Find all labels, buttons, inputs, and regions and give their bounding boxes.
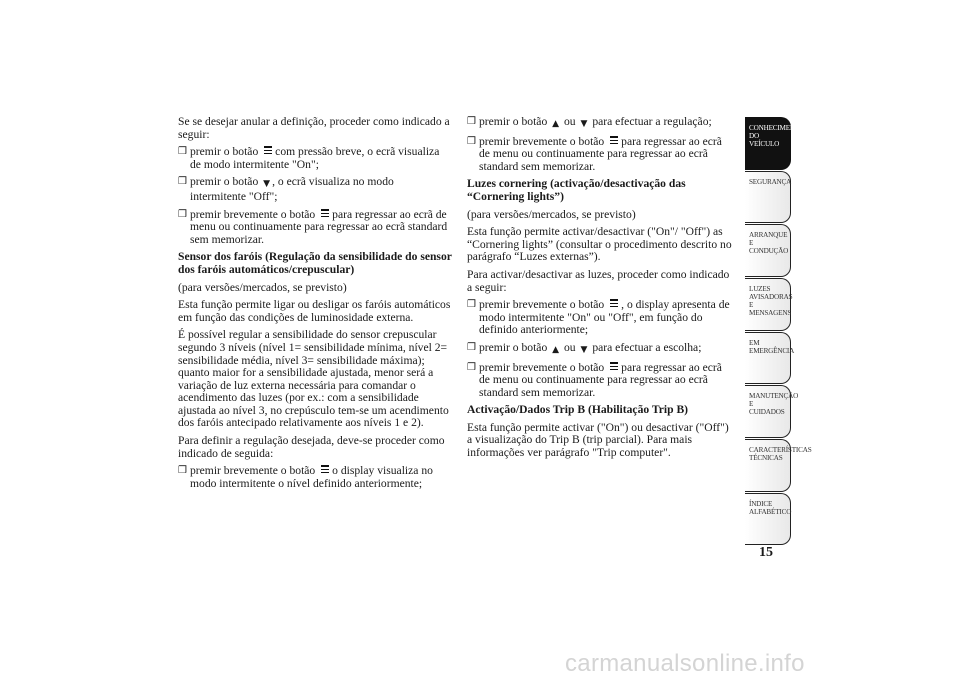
list-item (467, 362, 735, 400)
bullet-icon: ❒ (467, 116, 476, 127)
menu-button-icon (321, 465, 329, 475)
menu-button-icon (610, 136, 618, 146)
text: com pressão breve, o ecrã visualiza de modo intermitente "On"; (190, 145, 440, 171)
section-note: (para versões/mercados, se previsto) (178, 280, 347, 294)
list-item (467, 342, 735, 357)
down-arrow-icon: ▼ (580, 344, 588, 355)
paragraph: Esta função permite activar/desactivar ("On"/ "Off") as “Cornering lights” (consultar o procedimento descrito no parágrafo “Luzes externas”). (467, 225, 732, 264)
tab-label: MENSAGENS (749, 309, 792, 318)
tab-label: MANUTENÇÃO E (749, 392, 799, 409)
text: premir brevemente o botão (479, 134, 605, 148)
tab-label: DO VEÍCULO (749, 132, 780, 148)
text: para regressar ao ecrã de menu ou continuamente para regressar ao ecrã standard sem memorizar. (479, 134, 722, 173)
paragraph: Se se desejar anular a definição, proceder como indicado a seguir: (178, 115, 450, 141)
tab-label: CARACTERÍSTICAS (749, 446, 812, 455)
text: o display visualiza no modo intermitente o nível definido anteriormente; (190, 464, 433, 490)
paragraph: Para activar/desactivar as luzes, proceder como indicado a seguir: (467, 267, 730, 294)
tab-label: CONHECIMENTO (749, 124, 804, 132)
text: premir brevemente o botão (479, 298, 605, 312)
up-arrow-icon: ▲ (552, 119, 560, 129)
text: premir o botão (190, 145, 259, 159)
menu-button-icon (610, 362, 618, 372)
list-item (467, 299, 735, 337)
list-item (467, 136, 735, 174)
section-heading: Activação/Dados Trip B (Habilitação Trip B) (467, 403, 689, 417)
menu-button-icon (264, 146, 272, 156)
text: ou (564, 115, 576, 128)
bullet-icon: ❒ (467, 361, 476, 373)
text: premir o botão (479, 115, 548, 128)
tab-label: ÍNDICE (749, 499, 773, 508)
right-column (467, 116, 735, 465)
tab-manutencao[interactable] (745, 385, 799, 438)
section-heading: Sensor dos faróis (Regulação da sensibilidade do sensor dos faróis automáticos/crepuscular) (178, 250, 452, 276)
list-item (178, 465, 452, 490)
list-item (467, 116, 735, 131)
paragraph: Esta função permite activar ("On") ou desactivar ("Off") a visualização do Trip B (trip parcial). Para mais informações ver parágrafo "Trip computer". (467, 420, 729, 460)
bullet-icon: ❒ (178, 176, 187, 188)
menu-button-icon (321, 209, 329, 219)
tab-label: EM EMERGÊNCIA (749, 338, 795, 355)
tab-label: CUIDADOS (749, 408, 785, 417)
text: para efectuar a escolha; (592, 340, 702, 354)
tab-label: CONDUÇÃO (749, 247, 789, 256)
bullet-icon: ❒ (178, 465, 187, 477)
left-column (178, 116, 452, 495)
tab-label: AVISADORAS E (749, 293, 793, 310)
tab-label: ARRANQUE E (749, 231, 788, 248)
tab-conhecimento[interactable] (745, 117, 804, 170)
paragraph: É possível regular a sensibilidade do sensor crepuscular segundo 3 níveis (nível 1= sensibilidade mínima, nível 2= sensibilidade média, nível 3= sensibilidade máxima); quanto maior for a sensibilidade ajustada, menor será a variação de luz externa necessária para comandar o acendimento das luzes (por ex.: com a sensibilidade ajustada ao nível 3, no crepúsculo tem-se um acendimento dos faróis antecipado relativamente aos níveis 1 e 2). (178, 328, 449, 430)
text: para regressar ao ecrã de menu ou continuamente para regressar ao ecrã standard sem memorizar. (190, 207, 448, 246)
up-arrow-icon: ▲ (552, 344, 560, 355)
text: , o ecrã visualiza no modo intermitente "Off"; (190, 175, 394, 203)
down-arrow-icon: ▼ (263, 179, 271, 190)
list-item (178, 176, 452, 203)
tab-caracteristicas[interactable] (745, 439, 812, 492)
bullet-icon: ❒ (178, 146, 187, 158)
text: , o display apresenta de modo intermitente "On" ou "Off", em função do definido anteriormente; (479, 298, 730, 337)
page-number: 15 (759, 545, 773, 560)
list-item (178, 146, 452, 171)
tab-arranque[interactable] (745, 224, 791, 277)
tab-luzes[interactable] (745, 278, 791, 331)
text: premir o botão (190, 175, 259, 189)
tab-seguranca[interactable] (745, 171, 791, 224)
down-arrow-icon: ▼ (580, 119, 588, 129)
tab-label: SEGURANÇA (749, 177, 792, 186)
tab-label: TÉCNICAS (749, 454, 783, 463)
paragraph: Esta função permite ligar ou desligar os faróis automáticos em função das condições de luminosidade externa. (178, 298, 451, 324)
list-item (178, 209, 452, 247)
menu-button-icon (610, 299, 618, 309)
watermark: carmanualsonline.info (565, 650, 805, 677)
text: premir brevemente o botão (190, 207, 316, 221)
tab-label: LUZES (749, 285, 771, 294)
tab-indice[interactable] (745, 493, 791, 546)
tab-label: ALFABÉTICO (749, 507, 792, 516)
text: premir o botão (479, 340, 548, 354)
bullet-icon: ❒ (467, 299, 476, 311)
bullet-icon: ❒ (467, 135, 476, 147)
text: para efectuar a regulação; (592, 115, 712, 128)
bullet-icon: ❒ (178, 208, 187, 220)
tab-emergencia[interactable] (745, 332, 795, 385)
section-note: (para versões/mercados, se previsto) (467, 207, 636, 221)
text: premir brevemente o botão (190, 464, 316, 478)
chapter-tabs (745, 117, 812, 547)
paragraph: Para definir a regulação desejada, deve-se proceder como indicado de seguida: (178, 434, 445, 460)
section-heading: Luzes cornering (activação/desactivação das “Cornering lights”) (467, 177, 686, 203)
text: para regressar ao ecrã de menu ou continuamente para regressar ao ecrã standard sem memorizar. (479, 360, 722, 399)
bullet-icon: ❒ (467, 341, 476, 353)
text: ou (564, 340, 576, 354)
text: premir brevemente o botão (479, 360, 605, 374)
